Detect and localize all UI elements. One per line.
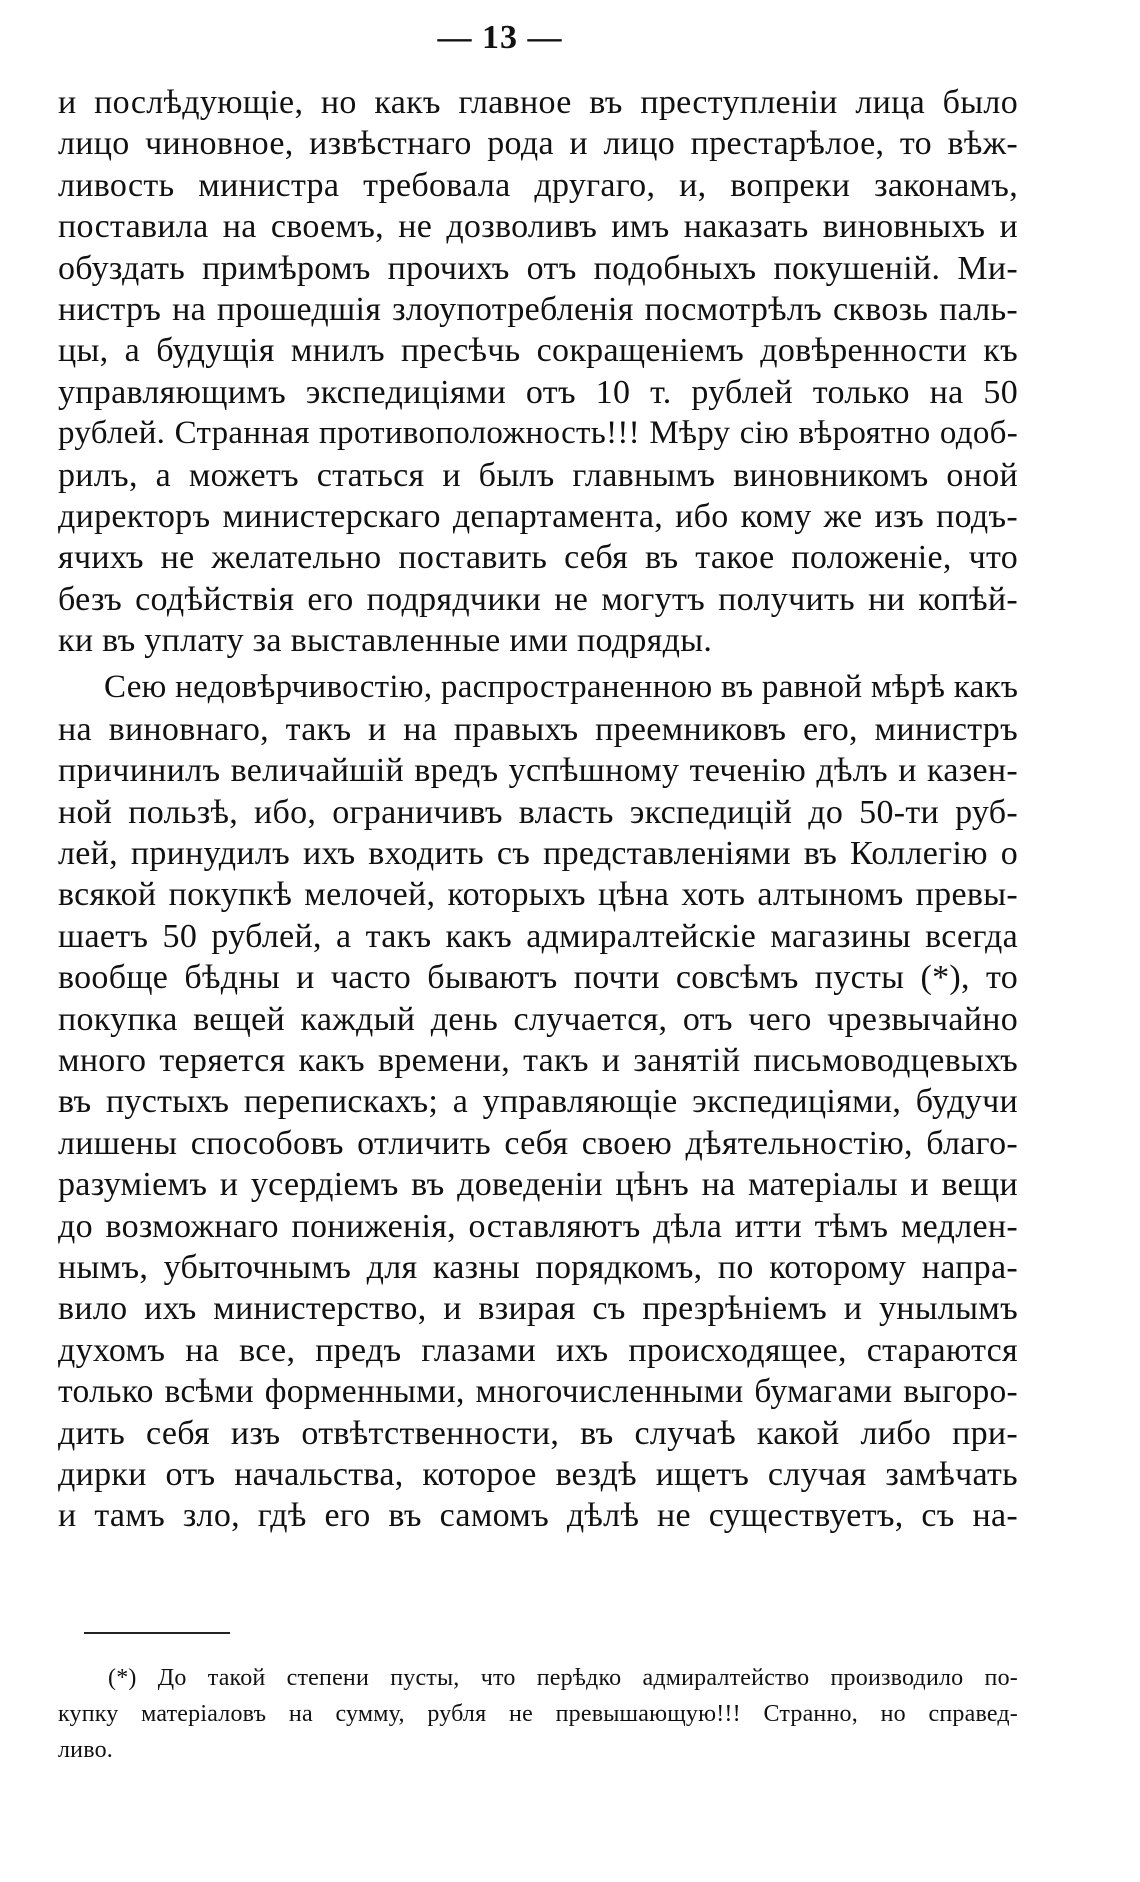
text-line: и тамъ зло, гдѣ его въ самомъ дѣлѣ не существуетъ, съ на- xyxy=(58,1497,1018,1535)
text-line: Сею недовѣрчивостію, распространенною въ равной мѣрѣ какъ xyxy=(104,669,1019,706)
text-line: причинилъ величайшій вредъ успѣшному теченію дѣлъ и казен- xyxy=(58,752,1018,790)
text-line: ячихъ не желательно поставить себя въ такое положеніе, что xyxy=(58,539,1018,577)
footnote-line: купку матеріаловъ на сумму, рубля не превышающую!!! Странно, но справед- xyxy=(58,1701,1018,1727)
text-line: и послѣдующіе, но какъ главное въ преступленіи лица было xyxy=(58,84,1018,121)
text-line: лишены способовъ отличить себя своею дѣятельностію, благо- xyxy=(58,1124,1018,1162)
footnote xyxy=(58,1660,1018,1768)
text-line: въ пустыхъ перепискахъ; а управляющіе экспедиціями, будучи xyxy=(58,1083,1018,1121)
paragraph-2 xyxy=(58,667,1018,1536)
text-line: ливость министра требовала другаго, и, вопреки законамъ, xyxy=(58,166,1018,204)
paragraph-1 xyxy=(58,82,1018,661)
text-line: обуздать примѣромъ прочихъ отъ подобныхъ покушеній. Ми- xyxy=(58,249,1018,287)
text-line: только всѣми форменными, многочисленными бумагами выгоро- xyxy=(58,1373,1018,1411)
main-text xyxy=(58,82,1018,1537)
text-line: нистръ на прошедшія злоупотребленія посмотрѣлъ сквозь паль- xyxy=(58,290,1018,328)
text-line: до возможнаго пониженія, оставляютъ дѣла итти тѣмъ медлен- xyxy=(58,1207,1018,1245)
text-line: духомъ на все, предъ глазами ихъ происходящее, стараются xyxy=(58,1331,1018,1369)
text-line: цы, а будущія мнилъ пресѣчь сокращеніемъ довѣренности къ xyxy=(58,332,1018,370)
text-line: безъ содѣйствія его подрядчики не могутъ получить ни копѣй- xyxy=(58,580,1018,618)
text-line: рилъ, а можетъ статься и былъ главнымъ виновникомъ оной xyxy=(58,456,1018,494)
text-line: на виновнаго, такъ и на правыхъ преемниковъ его, министръ xyxy=(58,710,1018,748)
text-line: покупка вещей каждый день случается, отъ чего чрезвычайно xyxy=(58,1000,1018,1038)
text-line: вообще бѣдны и часто бываютъ почти совсѣмъ пусты (*), то xyxy=(58,959,1018,997)
text-line: ной пользѣ, ибо, ограничивъ власть экспедицій до 50-ти руб- xyxy=(58,793,1018,831)
text-line: нымъ, убыточнымъ для казны порядкомъ, по которому напра- xyxy=(58,1248,1018,1286)
footnote-line: ливо. xyxy=(58,1737,113,1763)
text-line: много теряется какъ времени, такъ и занятій письмоводцевыхъ xyxy=(58,1041,1018,1079)
text-line: дить себя изъ отвѣтственности, въ случаѣ какой либо при- xyxy=(58,1414,1018,1452)
text-line: лицо чиновное, извѣстнаго рода и лицо престарѣлое, то вѣж- xyxy=(58,125,1018,163)
text-line: лей, принудилъ ихъ входить съ представленіями въ Коллегію о xyxy=(58,835,1018,873)
text-line: рублей. Странная противоположность!!! Мѣру сію вѣроятно одоб- xyxy=(58,415,1018,452)
text-line: вило ихъ министерство, и взирая съ презрѣніемъ и унылымъ xyxy=(58,1290,1018,1328)
footnote-line: (*) До такой степени пусты, что перѣдко адмиралтейство производило по- xyxy=(108,1665,1018,1691)
text-line: управляющимъ экспедиціями отъ 10 т. рублей только на 50 xyxy=(58,373,1018,411)
text-line: шаетъ 50 рублей, а такъ какъ адмиралтейскіе магазины всегда xyxy=(58,917,1018,955)
text-line: разуміемъ и усердіемъ въ доведеніи цѣнъ на матеріалы и вещи xyxy=(58,1166,1018,1204)
text-line: всякой покупкѣ мелочей, которыхъ цѣна хоть алтыномъ превы- xyxy=(58,876,1018,914)
text-line: дирки отъ начальства, которое вездѣ ищетъ случая замѣчать xyxy=(58,1455,1018,1493)
text-line: поставила на своемъ, не дозволивъ имъ наказать виновныхъ и xyxy=(58,208,1018,246)
text-line: директоръ министерскаго департамента, ибо кому же изъ подъ- xyxy=(58,497,1018,535)
text-line: ки въ уплату за выставленные ими подряды. xyxy=(58,622,713,660)
page-number: — 13 — xyxy=(437,19,563,56)
footnote-divider xyxy=(84,1632,230,1634)
